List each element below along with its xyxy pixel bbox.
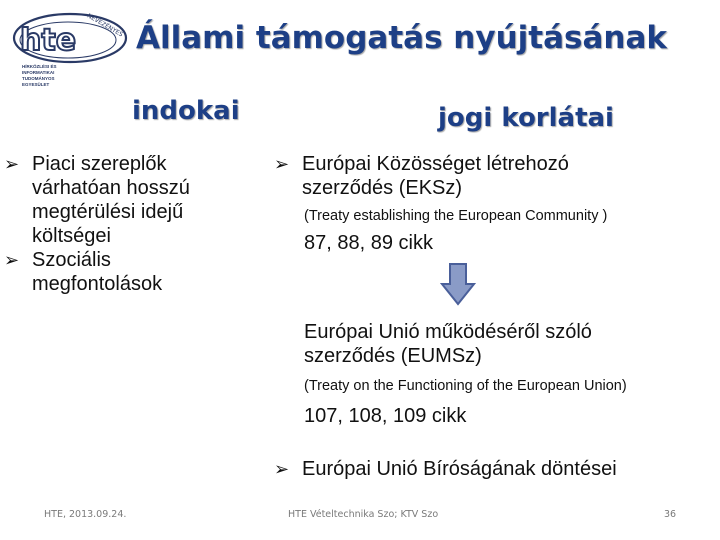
right-bullet-1	[274, 152, 652, 200]
articles-1: 87, 88, 89 cikk	[304, 232, 433, 254]
slide-title: Állami támogatás nyújtásának	[136, 20, 667, 56]
arrow-bullet-icon: ➢	[4, 154, 20, 174]
left-bullet-2: Szociális megfontolások	[32, 249, 163, 295]
logo-ring-text: NEVEZÉNYES	[85, 12, 124, 39]
arrow-bullet-icon: ➢	[4, 250, 20, 270]
logo-line-2: INFORMATIKAI	[22, 70, 55, 75]
logo-line-3: TUDOMÁNYOS	[22, 76, 55, 81]
footer-date: HTE, 2013.09.24.	[44, 509, 127, 520]
logo-line-4: EGYESÜLET	[22, 82, 50, 87]
left-bullet-list	[4, 152, 242, 296]
page-number: 36	[664, 509, 677, 520]
left-bullet-1: Piaci szereplők várhatóan hosszú megtérülési idejű költségei	[32, 153, 190, 247]
logo-brand: hte	[20, 23, 77, 58]
subtitle-right: jogi korlátai	[438, 103, 614, 133]
treaty2-note: (Treaty on the Functioning of the European Union)	[304, 378, 627, 394]
arrow-bullet-icon: ➢	[274, 154, 290, 174]
arrow-bullet-icon: ➢	[274, 459, 290, 479]
down-arrow-icon	[440, 262, 476, 306]
logo-line-1: HÍRKÖZLÉSI ÉS	[22, 64, 57, 69]
right-bullet-1-text: Európai Közösséget létrehozó szerződés (EKSz)	[302, 153, 569, 199]
treaty1-note: (Treaty establishing the European Community )	[304, 208, 608, 224]
right-bullet-2-text: Európai Unió Bíróságának döntései	[302, 458, 617, 480]
hte-logo-graphic	[10, 8, 130, 108]
hte-logo	[10, 8, 130, 108]
articles-2: 107, 108, 109 cikk	[304, 405, 467, 427]
list-item	[4, 152, 242, 248]
right-bullet-2	[274, 457, 617, 481]
footer-center: HTE Vételtechnika Szo; KTV Szo	[288, 509, 439, 520]
subtitle-left: indokai	[132, 96, 240, 126]
list-item	[4, 248, 242, 296]
eumsz-text: Európai Unió működéséről szóló szerződés (EUMSz)	[304, 321, 592, 367]
